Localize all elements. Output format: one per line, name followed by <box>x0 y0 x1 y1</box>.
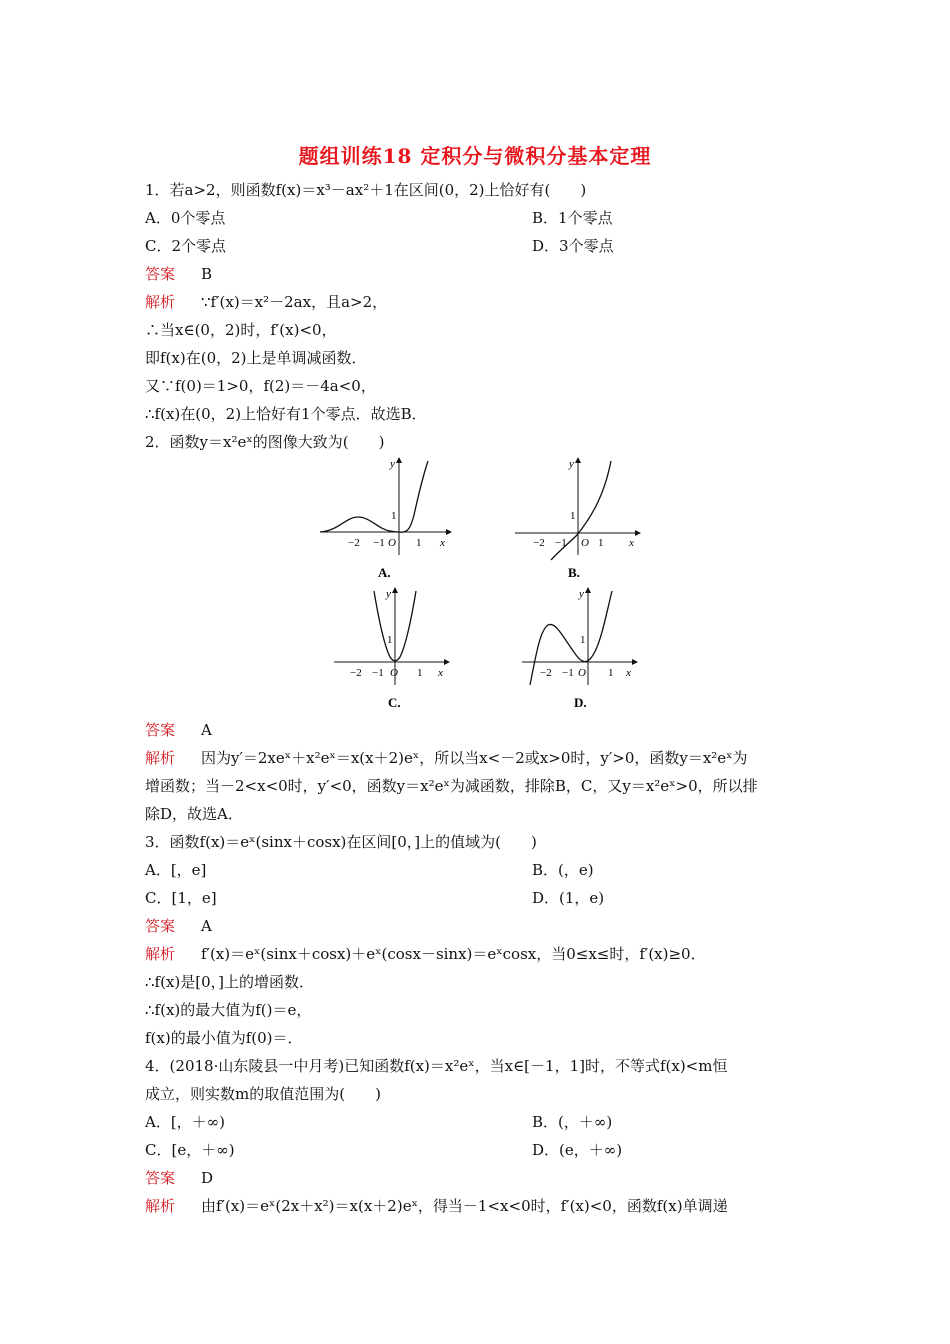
q1-analysis-line: 又∵f(0)＝1>0，f(2)＝－4a<0， <box>145 377 376 395</box>
q1-analysis-label: 解析 <box>145 293 176 311</box>
graph-c-ytick-1: 1 <box>387 634 393 646</box>
q3-analysis-line: ∴f(x)的最大值为f()＝e， <box>145 1001 312 1019</box>
graph-a-tick-1: 1 <box>416 537 422 549</box>
graph-b-tick-neg1: −1 <box>555 537 567 549</box>
q3-analysis-line: f′(x)＝eˣ(sinx＋cosx)＋eˣ(cosx－sinx)＝eˣcosx，当0≤x≤时，f′(x)≥0． <box>201 945 706 963</box>
q2-analysis-line: 除D，故选A． <box>145 805 243 823</box>
q1-answer-row <box>145 264 212 284</box>
graph-a-origin: O <box>388 537 396 549</box>
q3-option-c: C．[1，e] <box>145 889 217 907</box>
q4-answer: D <box>201 1169 214 1187</box>
graph-b-tick-neg2: −2 <box>533 537 545 549</box>
q4-stem-line: 4．(2018·山东陵县一中月考)已知函数f(x)＝x²eˣ，当x∈[－1，1]时，不等式f(x)<m恒 <box>145 1057 728 1075</box>
graph-d-tick-neg1: −1 <box>562 667 574 679</box>
q1-analysis-line: ∵f′(x)＝x²－2ax，且a>2， <box>201 293 388 311</box>
graph-a-y-label: y <box>390 458 395 470</box>
q2-analysis-line: 因为y′＝2xeˣ＋x²eˣ＝x(x＋2)eˣ，所以当x<－2或x>0时，y′>0，函数y＝x²eˣ为 <box>201 749 748 767</box>
q1-answer: B <box>201 265 213 283</box>
graph-b <box>513 455 643 580</box>
q2-answer: A <box>201 721 212 739</box>
graph-b-x-label: x <box>629 537 634 549</box>
graph-b-ytick-1: 1 <box>570 510 576 522</box>
q4-answer-row <box>145 1168 213 1188</box>
graph-a-tick-neg2: −2 <box>348 537 360 549</box>
q2-analysis-row <box>145 748 748 768</box>
q3-option-b: B．(，e) <box>532 861 594 879</box>
graph-d-x-label: x <box>626 667 631 679</box>
q4-analysis-label: 解析 <box>145 1197 176 1215</box>
graph-a-ytick-1: 1 <box>391 510 397 522</box>
graph-c-x-label: x <box>438 667 443 679</box>
q1-option-d: D．3个零点 <box>532 237 614 255</box>
q4-option-c: C．[e，＋∞) <box>145 1141 235 1159</box>
q4-answer-label: 答案 <box>145 1169 176 1187</box>
q3-answer-row <box>145 916 212 936</box>
graph-c-origin: O <box>390 667 398 679</box>
graph-d <box>520 585 640 710</box>
q3-option-a: A．[，e] <box>145 861 207 879</box>
q1-option-b: B．1个零点 <box>532 209 613 227</box>
q2-answer-row <box>145 720 212 740</box>
graph-b-origin: O <box>581 537 589 549</box>
q1-analysis-line: ∴当x∈(0，2)时，f′(x)<0， <box>145 321 337 339</box>
graph-c-y-label: y <box>386 588 391 600</box>
graph-c <box>332 585 452 710</box>
q3-answer: A <box>201 917 212 935</box>
q2-analysis-label: 解析 <box>145 749 176 767</box>
graph-c-tick-neg2: −2 <box>350 667 362 679</box>
graph-c-tick-1: 1 <box>417 667 423 679</box>
graph-d-tick-neg2: −2 <box>540 667 552 679</box>
graph-d-origin: O <box>578 667 586 679</box>
q4-stem-line: 成立，则实数m的取值范围为( ) <box>145 1085 381 1103</box>
q3-analysis-line: f(x)的最小值为f(0)＝． <box>145 1029 303 1047</box>
graph-a-tick-neg1: −1 <box>373 537 385 549</box>
graph-b-tick-1: 1 <box>598 537 604 549</box>
graph-d-caption: D. <box>574 695 587 710</box>
q1-option-c: C．2个零点 <box>145 237 227 255</box>
q3-answer-label: 答案 <box>145 917 176 935</box>
graph-c-caption: C. <box>388 695 401 710</box>
q1-analysis-line: ∴f(x)在(0，2)上恰好有1个零点．故选B． <box>145 405 427 423</box>
graph-d-tick-1: 1 <box>608 667 614 679</box>
q4-analysis-line: 由f′(x)＝eˣ(2x＋x²)＝x(x＋2)eˣ，得当－1<x<0时，f′(x)<0，函数f(x)单调递 <box>201 1197 728 1215</box>
q2-answer-label: 答案 <box>145 721 176 739</box>
q3-analysis-row <box>145 944 706 964</box>
q1-analysis-line: 即f(x)在(0，2)上是单调减函数． <box>145 349 367 367</box>
q2-stem: 2．函数y＝x²eˣ的图像大致为( ) <box>145 433 385 451</box>
q1-analysis-row <box>145 292 387 312</box>
q3-analysis-line: ∴f(x)是[0，]上的增函数． <box>145 973 315 991</box>
q4-option-d: D．(e，＋∞) <box>532 1141 623 1159</box>
graph-a-x-label: x <box>440 537 445 549</box>
q3-analysis-label: 解析 <box>145 945 176 963</box>
graph-a-caption: A. <box>378 565 391 580</box>
graph-c-tick-neg1: −1 <box>372 667 384 679</box>
q4-option-b: B．(，＋∞) <box>532 1113 613 1131</box>
q3-stem: 3．函数f(x)＝eˣ(sinx＋cosx)在区间[0，]上的值域为( ) <box>145 833 537 851</box>
q1-option-a: A．0个零点 <box>145 209 226 227</box>
q3-option-d: D．(1，e) <box>532 889 605 907</box>
q2-analysis-line: 增函数；当－2<x<0时，y′<0，函数y＝x²eˣ为减函数，排除B，C，又y＝x²eˣ>0，所以排 <box>145 777 758 795</box>
graph-a <box>318 455 453 580</box>
q1-stem: 1．若a>2，则函数f(x)＝x³－ax²＋1在区间(0，2)上恰好有( ) <box>145 181 587 199</box>
page-title: 题组训练18 定积分与微积分基本定理 <box>298 144 652 168</box>
q4-option-a: A．[，＋∞) <box>145 1113 226 1131</box>
graph-b-caption: B. <box>568 565 580 580</box>
graph-b-y-label: y <box>569 458 574 470</box>
graph-d-y-label: y <box>579 588 584 600</box>
q4-analysis-row <box>145 1196 728 1216</box>
q1-answer-label: 答案 <box>145 265 176 283</box>
graph-d-ytick-1: 1 <box>580 634 586 646</box>
